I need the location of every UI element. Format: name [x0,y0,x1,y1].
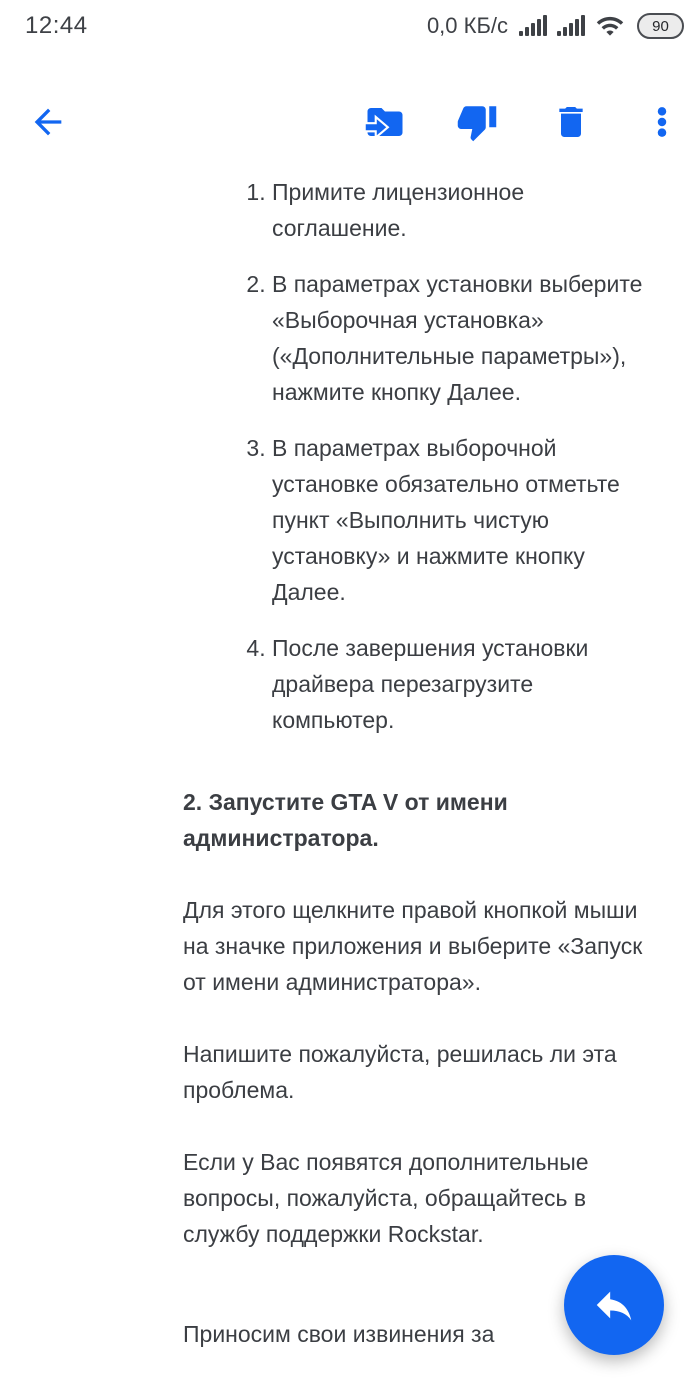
paragraph: Приносим свои извинения за [183,1321,495,1347]
battery-percent: 90 [652,17,669,35]
thumbs-down-button[interactable] [456,101,498,143]
list-item: 4. После завершения установки драйвера перезагрузите компьютер. [272,630,652,738]
trash-icon [551,102,591,142]
signal-sim2-icon [557,14,586,38]
reply-fab-button[interactable] [564,1255,664,1355]
numbered-steps-list [183,174,652,738]
network-speed-label: 0,0 КБ/с [426,13,508,38]
paragraph: Если у Вас появятся дополнительные вопросы, пожалуйста, обращайтесь в службу поддержки Rockstar. [183,1149,589,1247]
back-button[interactable] [28,102,68,142]
battery-icon [637,13,684,39]
move-to-folder-icon [364,101,406,143]
paragraph: Напишите пожалуйста, решилась ли эта проблема. [183,1041,617,1103]
move-to-folder-button[interactable] [364,101,406,143]
thumbs-down-icon [456,101,498,143]
list-item: 3. В параметрах выборочной установке обязательно отметьте пункт «Выполнить чистую установку» и нажмите кнопку Далее. [272,430,652,610]
clock: 12:44 [25,12,88,39]
section-heading: 2. Запустите GTA V от имени администратора. [183,789,508,851]
email-toolbar [0,94,700,150]
more-options-button[interactable] [645,105,679,139]
more-options-icon [645,105,679,139]
list-item: 2. В параметрах установки выберите «Выборочная установка» («Дополнительные параметры»), нажмите кнопку Далее. [272,266,652,410]
list-item: 1. Примите лицензионное соглашение. [272,174,652,246]
paragraph: Для этого щелкните правой кнопкой мыши на значке приложения и выберите «Запуск от имени администратора». [183,897,643,995]
signal-sim1-icon [519,14,548,38]
delete-button[interactable] [551,102,591,142]
back-arrow-icon [28,102,68,142]
wifi-icon [595,14,625,38]
status-icons [427,13,684,39]
reply-icon [591,1282,637,1328]
email-body[interactable] [183,174,652,1352]
status-bar [0,0,700,46]
